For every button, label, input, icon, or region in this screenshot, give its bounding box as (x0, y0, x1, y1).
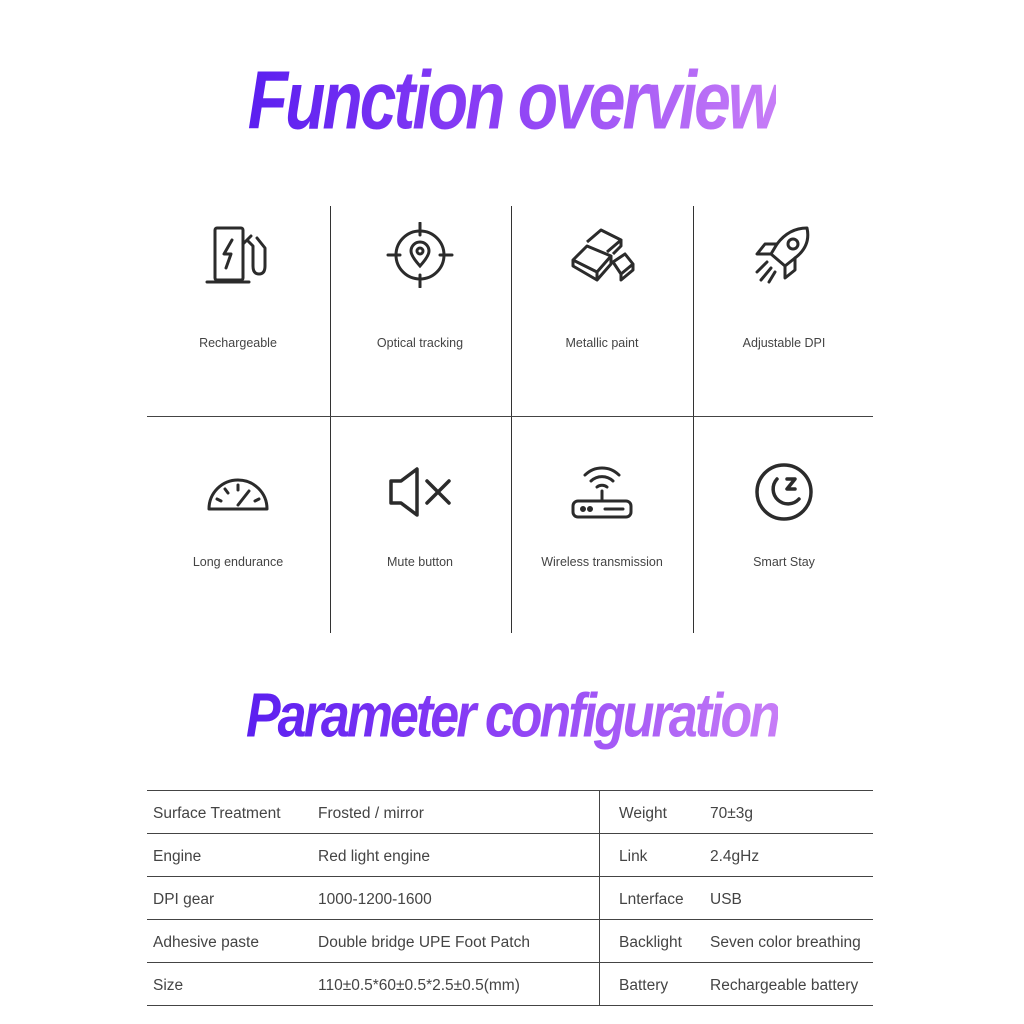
spec-key: Engine (153, 848, 202, 865)
gold-bars-icon (567, 222, 637, 288)
spec-value: 70±3g (710, 805, 753, 822)
spec-key: Surface Treatment (153, 805, 281, 822)
feature-grid (147, 206, 873, 633)
feature-smart-stay (693, 417, 875, 627)
feature-label: Smart Stay (753, 555, 815, 569)
table-row (147, 834, 873, 877)
feature-label: Rechargeable (199, 336, 277, 350)
table-row (147, 920, 873, 963)
feature-label: Optical tracking (376, 336, 464, 350)
sleep-moon-icon (749, 459, 819, 525)
feature-wireless-transmission (511, 417, 693, 627)
table-row (147, 791, 873, 834)
feature-metallic-paint (511, 206, 693, 416)
spec-key: Adhesive paste (153, 934, 259, 951)
feature-adjustable-dpi (693, 206, 875, 416)
crosshair-target-icon (385, 222, 455, 288)
spec-value: Red light engine (318, 848, 431, 865)
speedometer-icon (203, 459, 273, 525)
fuel-charger-icon (203, 222, 273, 288)
spec-value: Seven color breathing (710, 934, 861, 951)
feature-label: Metallic paint (565, 336, 639, 350)
feature-label: Wireless transmission (541, 555, 663, 569)
spec-value: 110±0.5*60±0.5*2.5±0.5(mm) (318, 977, 520, 994)
spec-key: Battery (619, 977, 669, 994)
feature-mute-button (329, 417, 511, 627)
feature-label: Long endurance (192, 555, 284, 569)
rocket-icon (749, 222, 819, 288)
spec-key: Weight (619, 805, 667, 822)
wifi-router-icon (567, 459, 637, 525)
spec-key: Link (619, 848, 648, 865)
spec-key: DPI gear (153, 891, 215, 908)
feature-optical-tracking (329, 206, 511, 416)
spec-table (147, 790, 873, 1006)
spec-value: 1000-1200-1600 (318, 891, 432, 908)
spec-key: Backlight (619, 934, 682, 951)
feature-long-endurance (147, 417, 329, 627)
spec-value: USB (710, 891, 742, 908)
parameter-configuration-title: Parameter configuration (245, 681, 779, 751)
spec-value: 2.4gHz (710, 848, 760, 865)
spec-value: Double bridge UPE Foot Patch (318, 934, 530, 951)
feature-label: Mute button (386, 555, 453, 569)
feature-label: Adjustable DPI (742, 336, 826, 350)
function-overview-title: Function overview (247, 53, 777, 146)
feature-rechargeable (147, 206, 329, 416)
spec-key: Lnterface (619, 891, 684, 908)
spec-value: Frosted / mirror (318, 805, 424, 822)
spec-key: Size (153, 977, 184, 994)
spec-value: Rechargeable battery (710, 977, 859, 994)
mute-speaker-icon (385, 459, 455, 525)
table-row (147, 963, 873, 1006)
table-row (147, 877, 873, 920)
